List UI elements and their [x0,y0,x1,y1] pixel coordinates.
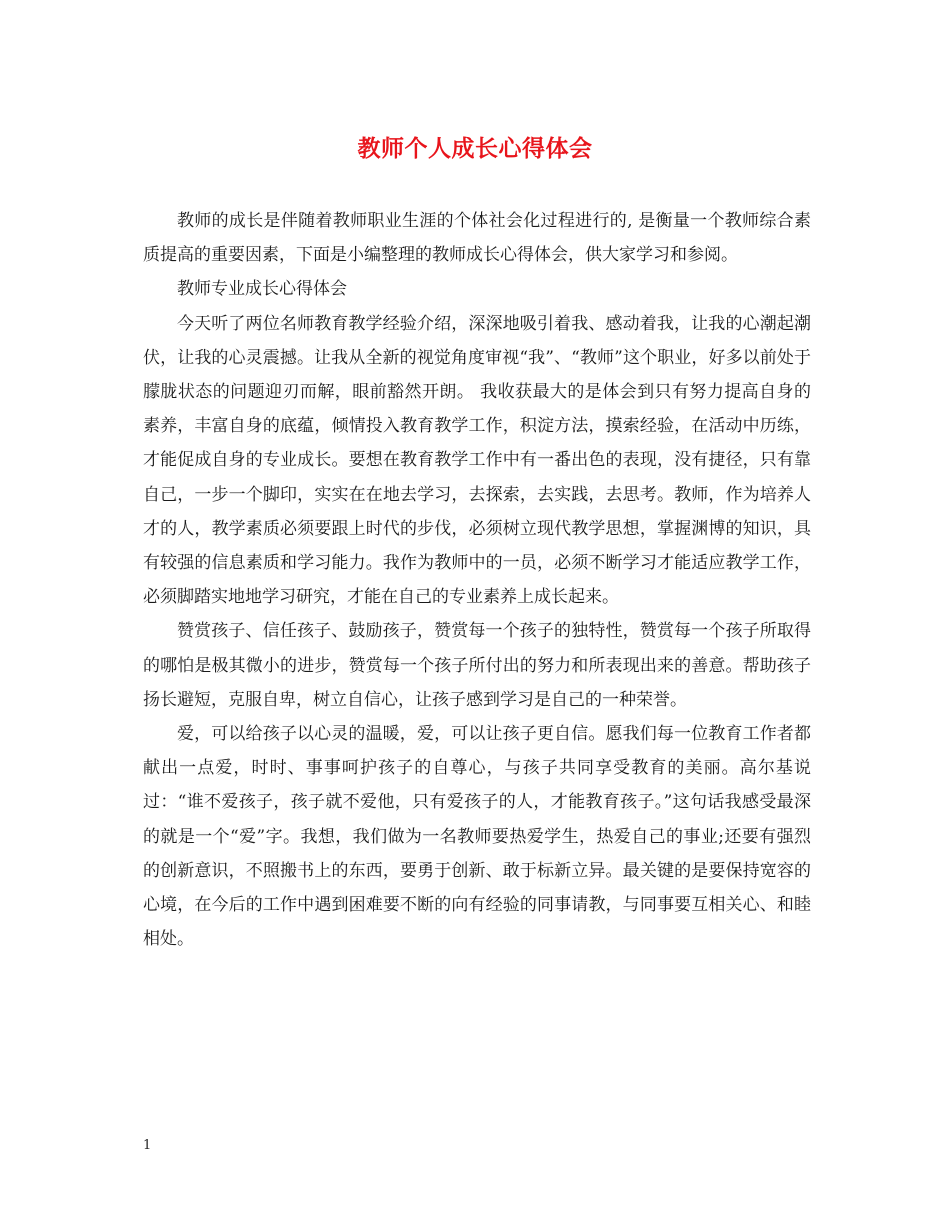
paragraph-intro: 教师的成长是伴随着教师职业生涯的个体社会化过程进行的, 是衡量一个教师综合素质提高的重要因素，下面是小编整理的教师成长心得体会，供大家学习和参阅。 [143,211,811,266]
document-title: 教师个人成长心得体会 [357,136,593,162]
paragraph-love: 爱，可以给孩子以心灵的温暖，爱，可以让孩子更自信。愿我们每一位教育工作者都献出一点爱，时时、事事呵护孩子的自尊心，与孩子共同享受教育的美丽。高尔基说过：“谁不爱孩子，孩子就不爱他，只有爱孩子的人，才能教育孩子。”这句话我感受最深的就是一个“爱”字。我想，我们做为一名教师要热爱学生，热爱自己的事业;还要有强烈的创新意识，不照搬书上的东西，要勇于创新、敢于标新立异。最关键的是要保持宽容的心境，在今后的工作中遇到困难要不断的向有经验的同事请教，与同事要互相关心、和睦相处。 [143,724,811,950]
document-body [143,204,811,956]
section-heading: 教师专业成长心得体会 [177,279,347,300]
page-number: 1 [143,1138,152,1153]
paragraph-growth: 今天听了两位名师教育教学经验介绍，深深地吸引着我、感动着我，让我的心潮起潮伏，让我的心灵震撼。让我从全新的视觉角度审视“我”、“教师”这个职业，好多以前处于朦胧状态的问题迎刃而解，眼前豁然开朗。 我收获最大的是体会到只有努力提高自身的素养，丰富自身的底蕴，倾情投入教育教学工作，积淀方法，摸索经验，在活动中历练，才能促成自身的专业成长。要想在教育教学工作中有一番出色的表现，没有捷径，只有靠自己，一步一个脚印，实实在在地去学习，去探索，去实践，去思考。教师，作为培养人才的人，教学素质必须要跟上时代的步伐，必须树立现代教学思想，掌握渊博的知识，具有较强的信息素质和学习能力。我作为教师中的一员，必须不断学习才能适应教学工作，必须脚踏实地地学习研究，才能在自己的专业素养上成长起来。 [143,313,811,608]
paragraph-praise: 赞赏孩子、信任孩子、鼓励孩子，赞赏每一个孩子的独特性，赞赏每一个孩子所取得的哪怕是极其微小的进步，赞赏每一个孩子所付出的努力和所表现出来的善意。帮助孩子扬长避短，克服自卑，树立自信心，让孩子感到学习是自己的一种荣誉。 [143,621,811,710]
